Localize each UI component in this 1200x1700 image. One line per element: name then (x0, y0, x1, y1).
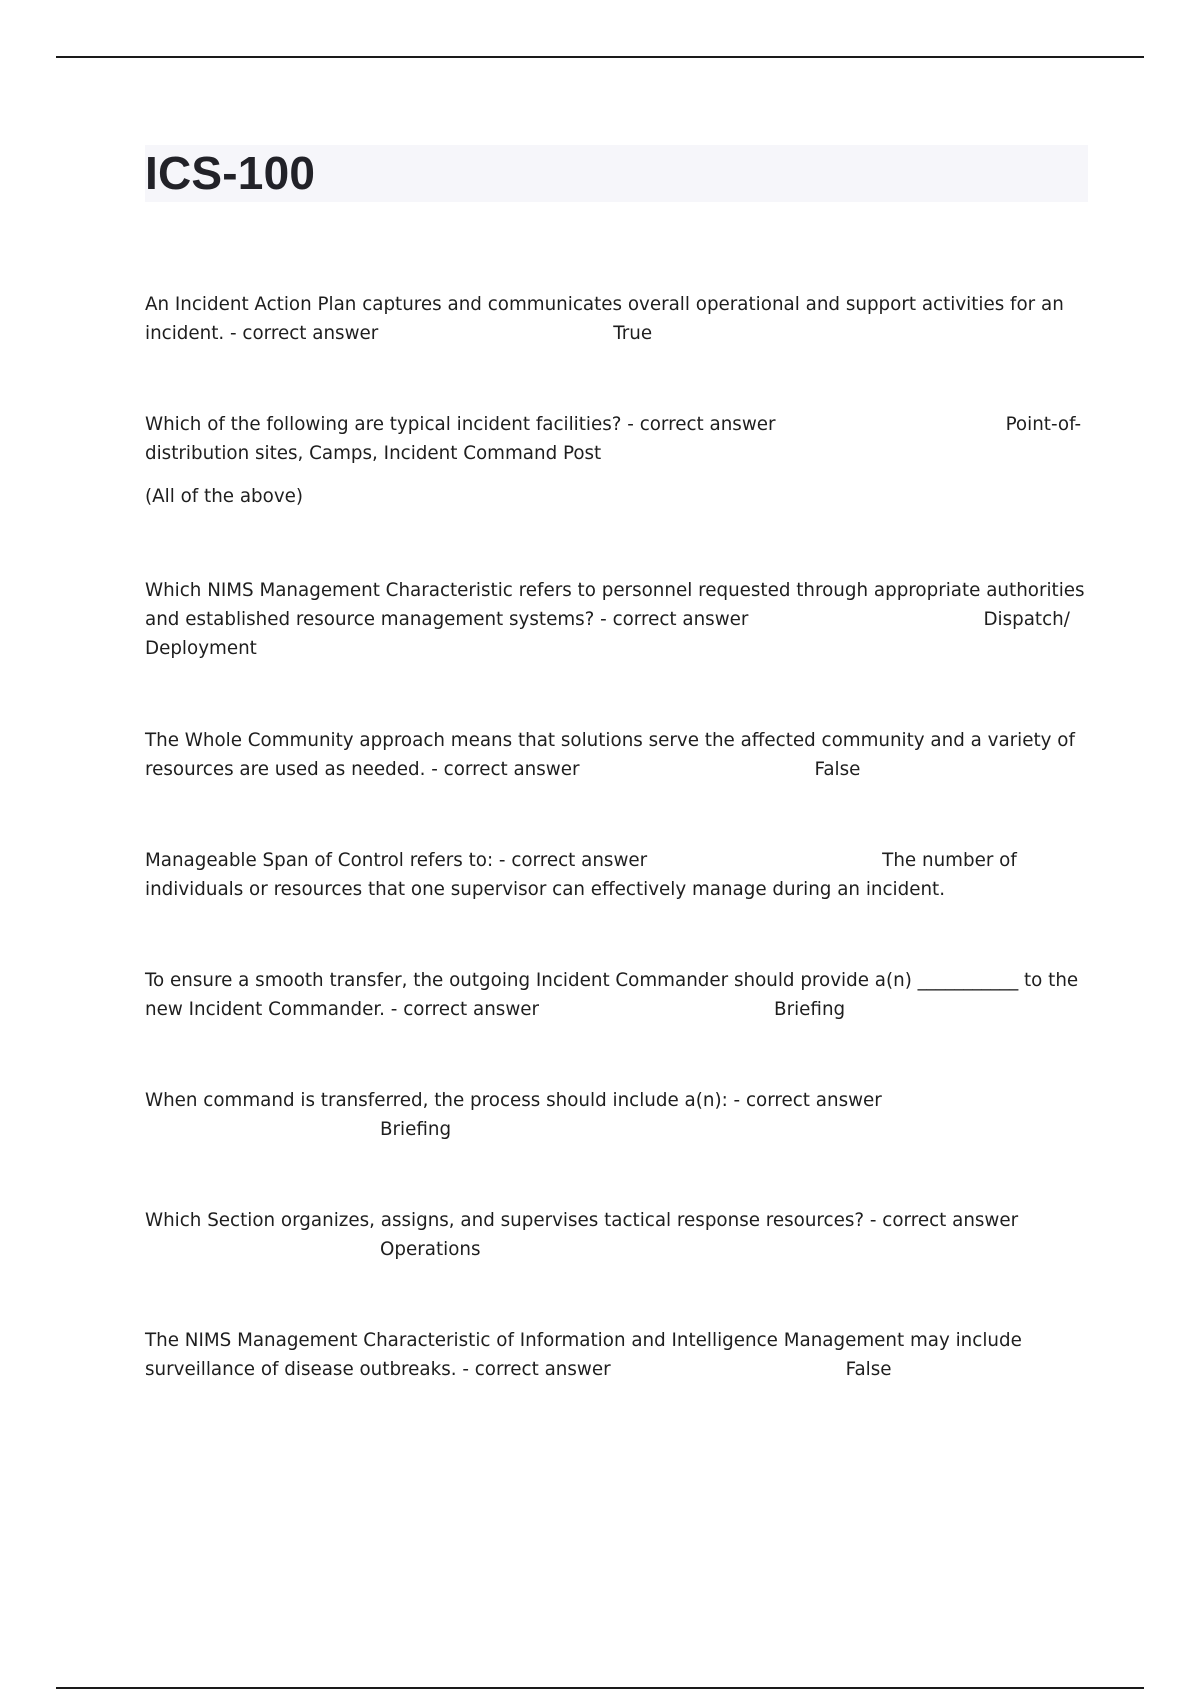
question: The NIMS Management Characteristic of Information and Intelligence Management may include surveillance of disease outbreaks. - correct answer (145, 1330, 1022, 1380)
qa-text (145, 1206, 1090, 1264)
answer-note: (All of the above) (145, 486, 304, 507)
qa-text (145, 290, 1090, 348)
qa-item-2 (145, 410, 1090, 511)
qa-text (145, 576, 1090, 663)
bottom-rule (56, 1687, 1144, 1689)
qa-text (145, 846, 1090, 904)
qa-text (145, 1086, 1090, 1144)
qa-item-6 (145, 966, 1090, 1024)
answer: The number of individuals or resources that one supervisor can effectively manage during an incident. (145, 850, 1017, 900)
qa-item-9 (145, 1326, 1090, 1384)
qa-item-5 (145, 846, 1090, 904)
question: Manageable Span of Control refers to: - correct answer (145, 850, 648, 871)
top-rule (56, 56, 1144, 58)
answer: True (613, 323, 653, 344)
qa-text (145, 726, 1090, 784)
answer: False (845, 1359, 892, 1380)
qa-item-3 (145, 576, 1090, 663)
title-band (145, 145, 1088, 202)
qa-item-7 (145, 1086, 1090, 1144)
question: When command is transferred, the process should include a(n): - correct answer (145, 1090, 882, 1111)
question: The Whole Community approach means that solutions serve the affected community and a variety of resources are used as needed. - correct answer (145, 730, 1075, 780)
question: An Incident Action Plan captures and communicates overall operational and support activities for an incident. - correct answer (145, 294, 1064, 344)
answer: Operations (380, 1239, 481, 1260)
qa-text (145, 1326, 1090, 1384)
page-title: ICS-100 (145, 147, 316, 199)
answer: Briefing (774, 999, 846, 1020)
question: Which NIMS Management Characteristic refers to personnel requested through appropriate authorities and established resource management systems? - correct answer (145, 580, 1085, 630)
qa-text (145, 410, 1090, 468)
answer: Dispatch/ Deployment (145, 609, 1070, 659)
qa-text (145, 966, 1090, 1024)
question: Which Section organizes, assigns, and supervises tactical response resources? - correct answer (145, 1210, 1019, 1231)
question: Which of the following are typical incident facilities? - correct answer (145, 414, 776, 435)
answer: False (814, 759, 861, 780)
qa-item-4 (145, 726, 1090, 784)
qa-item-1 (145, 290, 1090, 348)
answer: Briefing (380, 1119, 452, 1140)
qa-item-8 (145, 1206, 1090, 1264)
question: To ensure a smooth transfer, the outgoing Incident Commander should provide a(n) ___________ to the new Incident Commander. - correct answer (145, 970, 1079, 1020)
answer: Point-of-distribution sites, Camps, Incident Command Post (145, 414, 1082, 464)
